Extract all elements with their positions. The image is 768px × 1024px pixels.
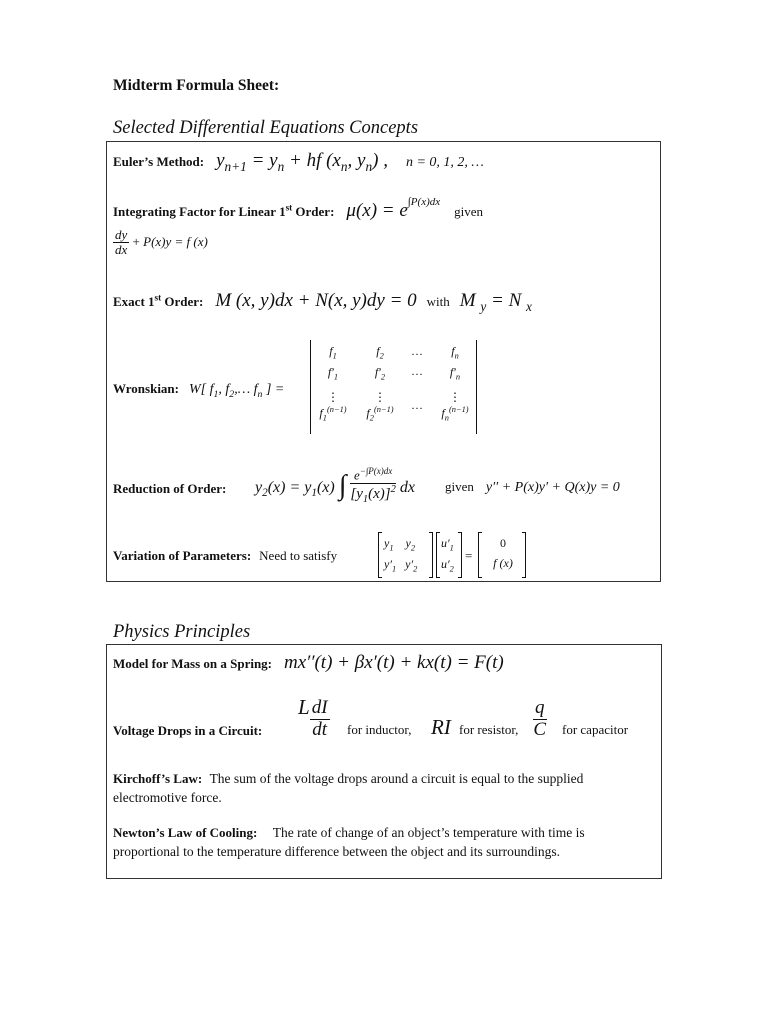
wronskian-col1: $f_1$ $f'_1$ ⋮ $f_1^{(n-1)}$ — [319, 344, 347, 423]
vp-matrix-rhs: 0 f (x) — [493, 536, 513, 570]
vp-matrix-wronski: $y_1$ $y_2$ $y'_1$ $y'_2$ — [384, 536, 418, 574]
wronskian-col2: $f_2$ $f'_2$ ⋮ $f_2^{(n-1)}$ — [366, 344, 394, 423]
reduction-formula: $y_2(x) = y_1(x)$ ∫ $\frac{e^{-\int P(x)dx}}{[y_1(x)]^2}$ dx — [255, 466, 415, 505]
vp-m3-rb — [522, 577, 526, 578]
vp-equals: = — [465, 548, 473, 563]
page-title: Midterm Formula Sheet: — [113, 77, 280, 94]
inductor-formula: L $\frac{dI}{dt}$ — [298, 695, 328, 740]
reduction-given-row — [445, 478, 620, 496]
kirchoff-text: The sum of the voltage drops around a circuit is equal to the supplied electromotive force. — [113, 771, 584, 805]
vp-m3-rt — [522, 532, 526, 533]
vp-m2-lt — [436, 532, 440, 533]
vp-m1-rb — [429, 577, 433, 578]
euler-label: Euler’s Method: — [113, 154, 205, 169]
newton-label: Newton’s Law of Cooling: — [113, 825, 258, 840]
vp-m1-rt — [429, 532, 433, 533]
vp-m2-rb — [458, 577, 462, 578]
vp-matrix-u: $u'_1$ $u'_2$ — [441, 536, 454, 574]
variation-label: Variation of Parameters: — [113, 548, 252, 563]
newton-text: The rate of change of an object’s temperature with time is proportional to the temperature difference between the object and its surroundings. — [113, 825, 585, 859]
vp-m3-lb — [478, 577, 482, 578]
resistor-formula: RI — [431, 715, 451, 739]
spring-row — [113, 652, 504, 674]
capacitor-text: for capacitor — [562, 722, 629, 737]
reduction-equation: y′′ + P(x)y′ + Q(x)y = 0 — [485, 480, 620, 495]
linear-ode-formula: $\frac{dy}{dx}$ + P(x)y = f (x) — [115, 227, 208, 258]
vp-m2-rt — [458, 532, 462, 533]
wronskian-right-bar — [476, 340, 477, 434]
spring-formula: mx′′(t) + βx′(t) + kx(t) = F(t) — [284, 652, 504, 673]
exact-formula: M (x, y)dx + N(x, y)dy = 0 — [215, 290, 417, 311]
exact-condition: M $_y$ = N $_x$ — [459, 290, 532, 314]
integrating-factor-row — [113, 196, 484, 222]
integrating-factor-label: Integrating Factor for Linear 1st Order: — [113, 203, 335, 220]
exact-with: with — [426, 294, 450, 309]
section-title-physics: Physics Principles — [113, 622, 251, 642]
euler-row — [113, 150, 484, 175]
reduction-label: Reduction of Order: — [113, 481, 227, 496]
variation-row — [113, 547, 337, 565]
kirchoff-paragraph — [113, 769, 653, 807]
vp-m1-lb — [378, 577, 382, 578]
wronskian-label: Wronskian: — [113, 381, 179, 396]
reduction-given: given — [445, 479, 474, 494]
vp-m3-lt — [478, 532, 482, 533]
wronskian-col4: $f_n$ $f'_n$ ⋮ $f_n^{(n-1)}$ — [441, 344, 469, 423]
vp-m1-lt — [378, 532, 382, 533]
section-title-de: Selected Differential Equations Concepts — [113, 118, 419, 138]
wronskian-col3: … … … — [411, 344, 423, 412]
vp-m3-left — [478, 532, 479, 578]
euler-formula: $y_{n+1} = y_n$ + hf ($x_n$, $y_n$) , — [216, 150, 388, 174]
inductor-text: for inductor, — [347, 722, 412, 737]
spring-label: Model for Mass on a Spring: — [113, 656, 273, 671]
wronskian-row — [113, 380, 284, 400]
vp-m1-right — [432, 532, 433, 578]
exact-row — [113, 290, 532, 315]
vp-m3-right — [525, 532, 526, 578]
vp-m2-lb — [436, 577, 440, 578]
wronskian-left-bar — [310, 340, 311, 434]
variation-text: Need to satisfy — [259, 548, 338, 563]
kirchoff-label: Kirchoff’s Law: — [113, 771, 203, 786]
vp-m1-left — [378, 532, 379, 578]
integrating-factor-given: given — [454, 204, 484, 220]
newton-paragraph — [113, 823, 653, 861]
euler-range: n = 0, 1, 2, … — [405, 155, 484, 170]
vp-m2-right — [461, 532, 462, 578]
exact-label: Exact 1st Order: — [113, 292, 204, 309]
capacitor-formula: $\frac{q}{C}$ — [533, 697, 547, 740]
resistor-text: for resistor, — [459, 722, 519, 737]
voltage-label: Voltage Drops in a Circuit: — [113, 723, 263, 738]
integrating-factor-formula: $\mu(x) = e^{\int P(x)dx}$ — [346, 196, 441, 222]
wronskian-lhs: W[ $f_1$, $f_2,\dots$ $f_n$ ] = — [189, 382, 285, 400]
vp-m2-left — [436, 532, 437, 578]
